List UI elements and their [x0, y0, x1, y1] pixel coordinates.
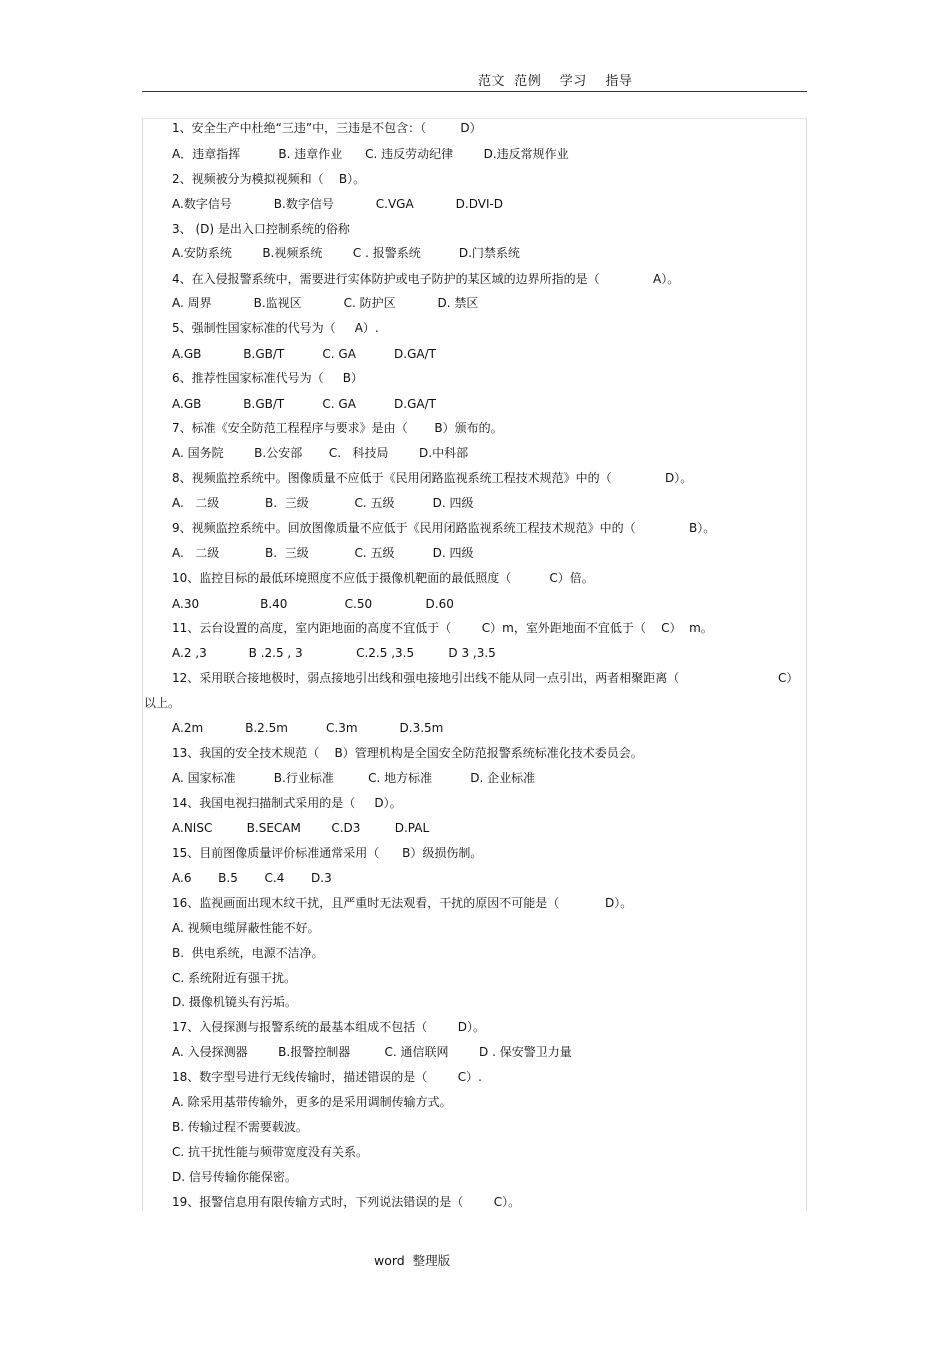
text-line-content: 2、视频被分为模拟视频和（ B）。	[172, 172, 366, 186]
text-line	[172, 945, 324, 961]
text-line	[172, 1119, 308, 1135]
text-line	[172, 620, 713, 636]
text-line-content: D. 摄像机镜头有污垢。	[172, 995, 297, 1009]
page-header: 范文 范例 学习 指导	[478, 74, 633, 89]
text-line	[172, 670, 799, 686]
text-line-content: 17、入侵探测与报警系统的最基本组成不包括（ D）。	[172, 1020, 486, 1034]
text-line	[172, 495, 474, 511]
text-line	[172, 146, 569, 162]
text-line	[172, 370, 363, 386]
text-line-content: 11、云台设置的高度，室内距地面的高度不宜低于（ C）m，室外距地面不宜低于（ C） m。	[172, 621, 713, 635]
text-line-content: 15、目前图像质量评价标准通常采用（ B）级损伤制。	[172, 846, 483, 860]
text-line	[172, 994, 297, 1010]
text-line	[172, 346, 436, 362]
text-line	[172, 645, 496, 661]
text-line	[172, 596, 454, 612]
text-line-content: A.数字信号 B.数字信号 C.VGA D.DVI-D	[172, 197, 504, 211]
text-line	[172, 895, 632, 911]
text-line-content: A.2 ,3 B .2.5 , 3 C.2.5 ,3.5 D 3 ,3.5	[172, 646, 496, 660]
text-line-content: 4、在入侵报警系统中，需要进行实体防护或电子防护的某区域的边界所指的是（ A）。	[172, 272, 680, 286]
text-line-content: 16、监视画面出现木纹干扰，且严重时无法观看，干扰的原因不可能是（ D）。	[172, 896, 633, 910]
text-line-content: 19、报警信息用有限传输方式时，下列说法错误的是（ C）。	[172, 1195, 521, 1209]
text-line-content: C. 系统附近有强干扰。	[172, 971, 297, 985]
text-line	[172, 970, 296, 986]
text-line-content: 3、 (D) 是出入口控制系统的俗称	[172, 222, 350, 236]
page-footer: word 整理版	[374, 1253, 451, 1268]
text-line-content: A. 二级 B. 三级 C. 五级 D. 四级	[172, 546, 474, 560]
text-line-content: 18、数字型号进行无线传输时，描述错误的是（ C）.	[172, 1070, 482, 1084]
text-line-content: A.6 B.5 C.4 D.3	[172, 871, 332, 885]
text-line	[172, 920, 320, 936]
text-line-answer: C）	[778, 671, 799, 685]
text-line-content: A. 除采用基带传输外，更多的是采用调制传输方式。	[172, 1095, 452, 1109]
text-line-content: A. 视频电缆屏蔽性能不好。	[172, 921, 320, 935]
text-line	[172, 320, 379, 336]
text-line-content: 以上。	[144, 696, 181, 710]
text-line-content: A．违章指挥 B. 违章作业 C. 违反劳动纪律 D.违反常规作业	[172, 147, 569, 161]
text-line-content: D. 信号传输你能保密。	[172, 1170, 297, 1184]
text-line	[172, 545, 474, 561]
text-line	[144, 695, 180, 711]
text-line-content: A.安防系统 B.视频系统 C . 报警系统 D.门禁系统	[172, 246, 520, 260]
text-line	[172, 221, 350, 237]
text-line	[172, 420, 503, 436]
text-line	[172, 445, 468, 461]
text-line-content: A.NISC B.SECAM C.D3 D.PAL	[172, 821, 430, 835]
text-line	[172, 845, 482, 861]
text-line-content: 12、采用联合接地极时，弱点接地引出线和强电接地引出线不能从同一点引出，两者相聚距离（	[172, 671, 680, 685]
text-line	[172, 1044, 572, 1060]
text-line-content: 13、我国的安全技术规范（ B）管理机构是全国安全防范报警系统标准化技术委员会。	[172, 746, 643, 760]
text-line	[172, 870, 332, 886]
text-line-content: 8、视频监控系统中。图像质量不应低于《民用闭路监视系统工程技术规范》中的（ D）。	[172, 471, 693, 485]
text-line-content: 7、标准《安全防范工程程序与要求》是由（ B）颁布的。	[172, 421, 503, 435]
text-line-content: A. 国家标准 B.行业标准 C. 地方标准 D. 企业标准	[172, 771, 536, 785]
text-line-content: A. 二级 B. 三级 C. 五级 D. 四级	[172, 496, 474, 510]
text-line	[172, 295, 478, 311]
text-line	[172, 171, 365, 187]
text-line-content: A.2m B.2.5m C.3m D.3.5m	[172, 721, 444, 735]
text-line	[172, 470, 692, 486]
text-line-content: 5、强制性国家标准的代号为（ A）.	[172, 321, 379, 335]
text-line	[172, 570, 594, 586]
header-rule	[142, 91, 807, 92]
text-line-content: A. 周界 B.监视区 C. 防护区 D. 禁区	[172, 296, 479, 310]
text-line	[172, 1019, 485, 1035]
text-line	[172, 1094, 452, 1110]
text-line	[172, 1169, 297, 1185]
text-line-content: B. 供电系统，电源不洁净。	[172, 946, 324, 960]
text-line	[172, 1194, 520, 1210]
text-line-content: B. 传输过程不需要载波。	[172, 1120, 308, 1134]
text-line	[172, 1069, 482, 1085]
text-line	[172, 271, 679, 287]
text-line	[172, 245, 520, 261]
text-line	[172, 795, 402, 811]
text-line	[172, 396, 436, 412]
text-line-content: 10、监控目标的最低环境照度不应低于摄像机靶面的最低照度（ C）倍。	[172, 571, 594, 585]
text-line-content: 1、安全生产中杜绝“三违”中，三违是不包含：（ D）	[172, 121, 482, 135]
text-line-content: A.30 B.40 C.50 D.60	[172, 597, 454, 611]
text-line	[172, 720, 443, 736]
text-line-content: 14、我国电视扫描制式采用的是（ D）。	[172, 796, 402, 810]
text-line	[172, 520, 715, 536]
text-line	[172, 120, 482, 136]
text-line	[172, 196, 503, 212]
text-line-content: C. 抗干扰性能与频带宽度没有关系。	[172, 1145, 369, 1159]
text-line-content: A. 国务院 B.公安部 C. 科技局 D.中科部	[172, 446, 469, 460]
text-line-content: A.GB B.GB/T C. GA D.GA/T	[172, 397, 436, 411]
text-line	[172, 745, 643, 761]
text-line	[172, 820, 429, 836]
text-line-content: A.GB B.GB/T C. GA D.GA/T	[172, 347, 436, 361]
text-line	[172, 770, 535, 786]
text-line	[172, 1144, 368, 1160]
text-line-content: 6、推荐性国家标准代号为（ B）	[172, 371, 363, 385]
text-line-content: 9、视频监控系统中。回放图像质量不应低于《民用闭路监视系统工程技术规范》中的（ B）。	[172, 521, 716, 535]
text-line-content: A. 入侵探测器 B.报警控制器 C. 通信联网 D . 保安警卫力量	[172, 1045, 572, 1059]
